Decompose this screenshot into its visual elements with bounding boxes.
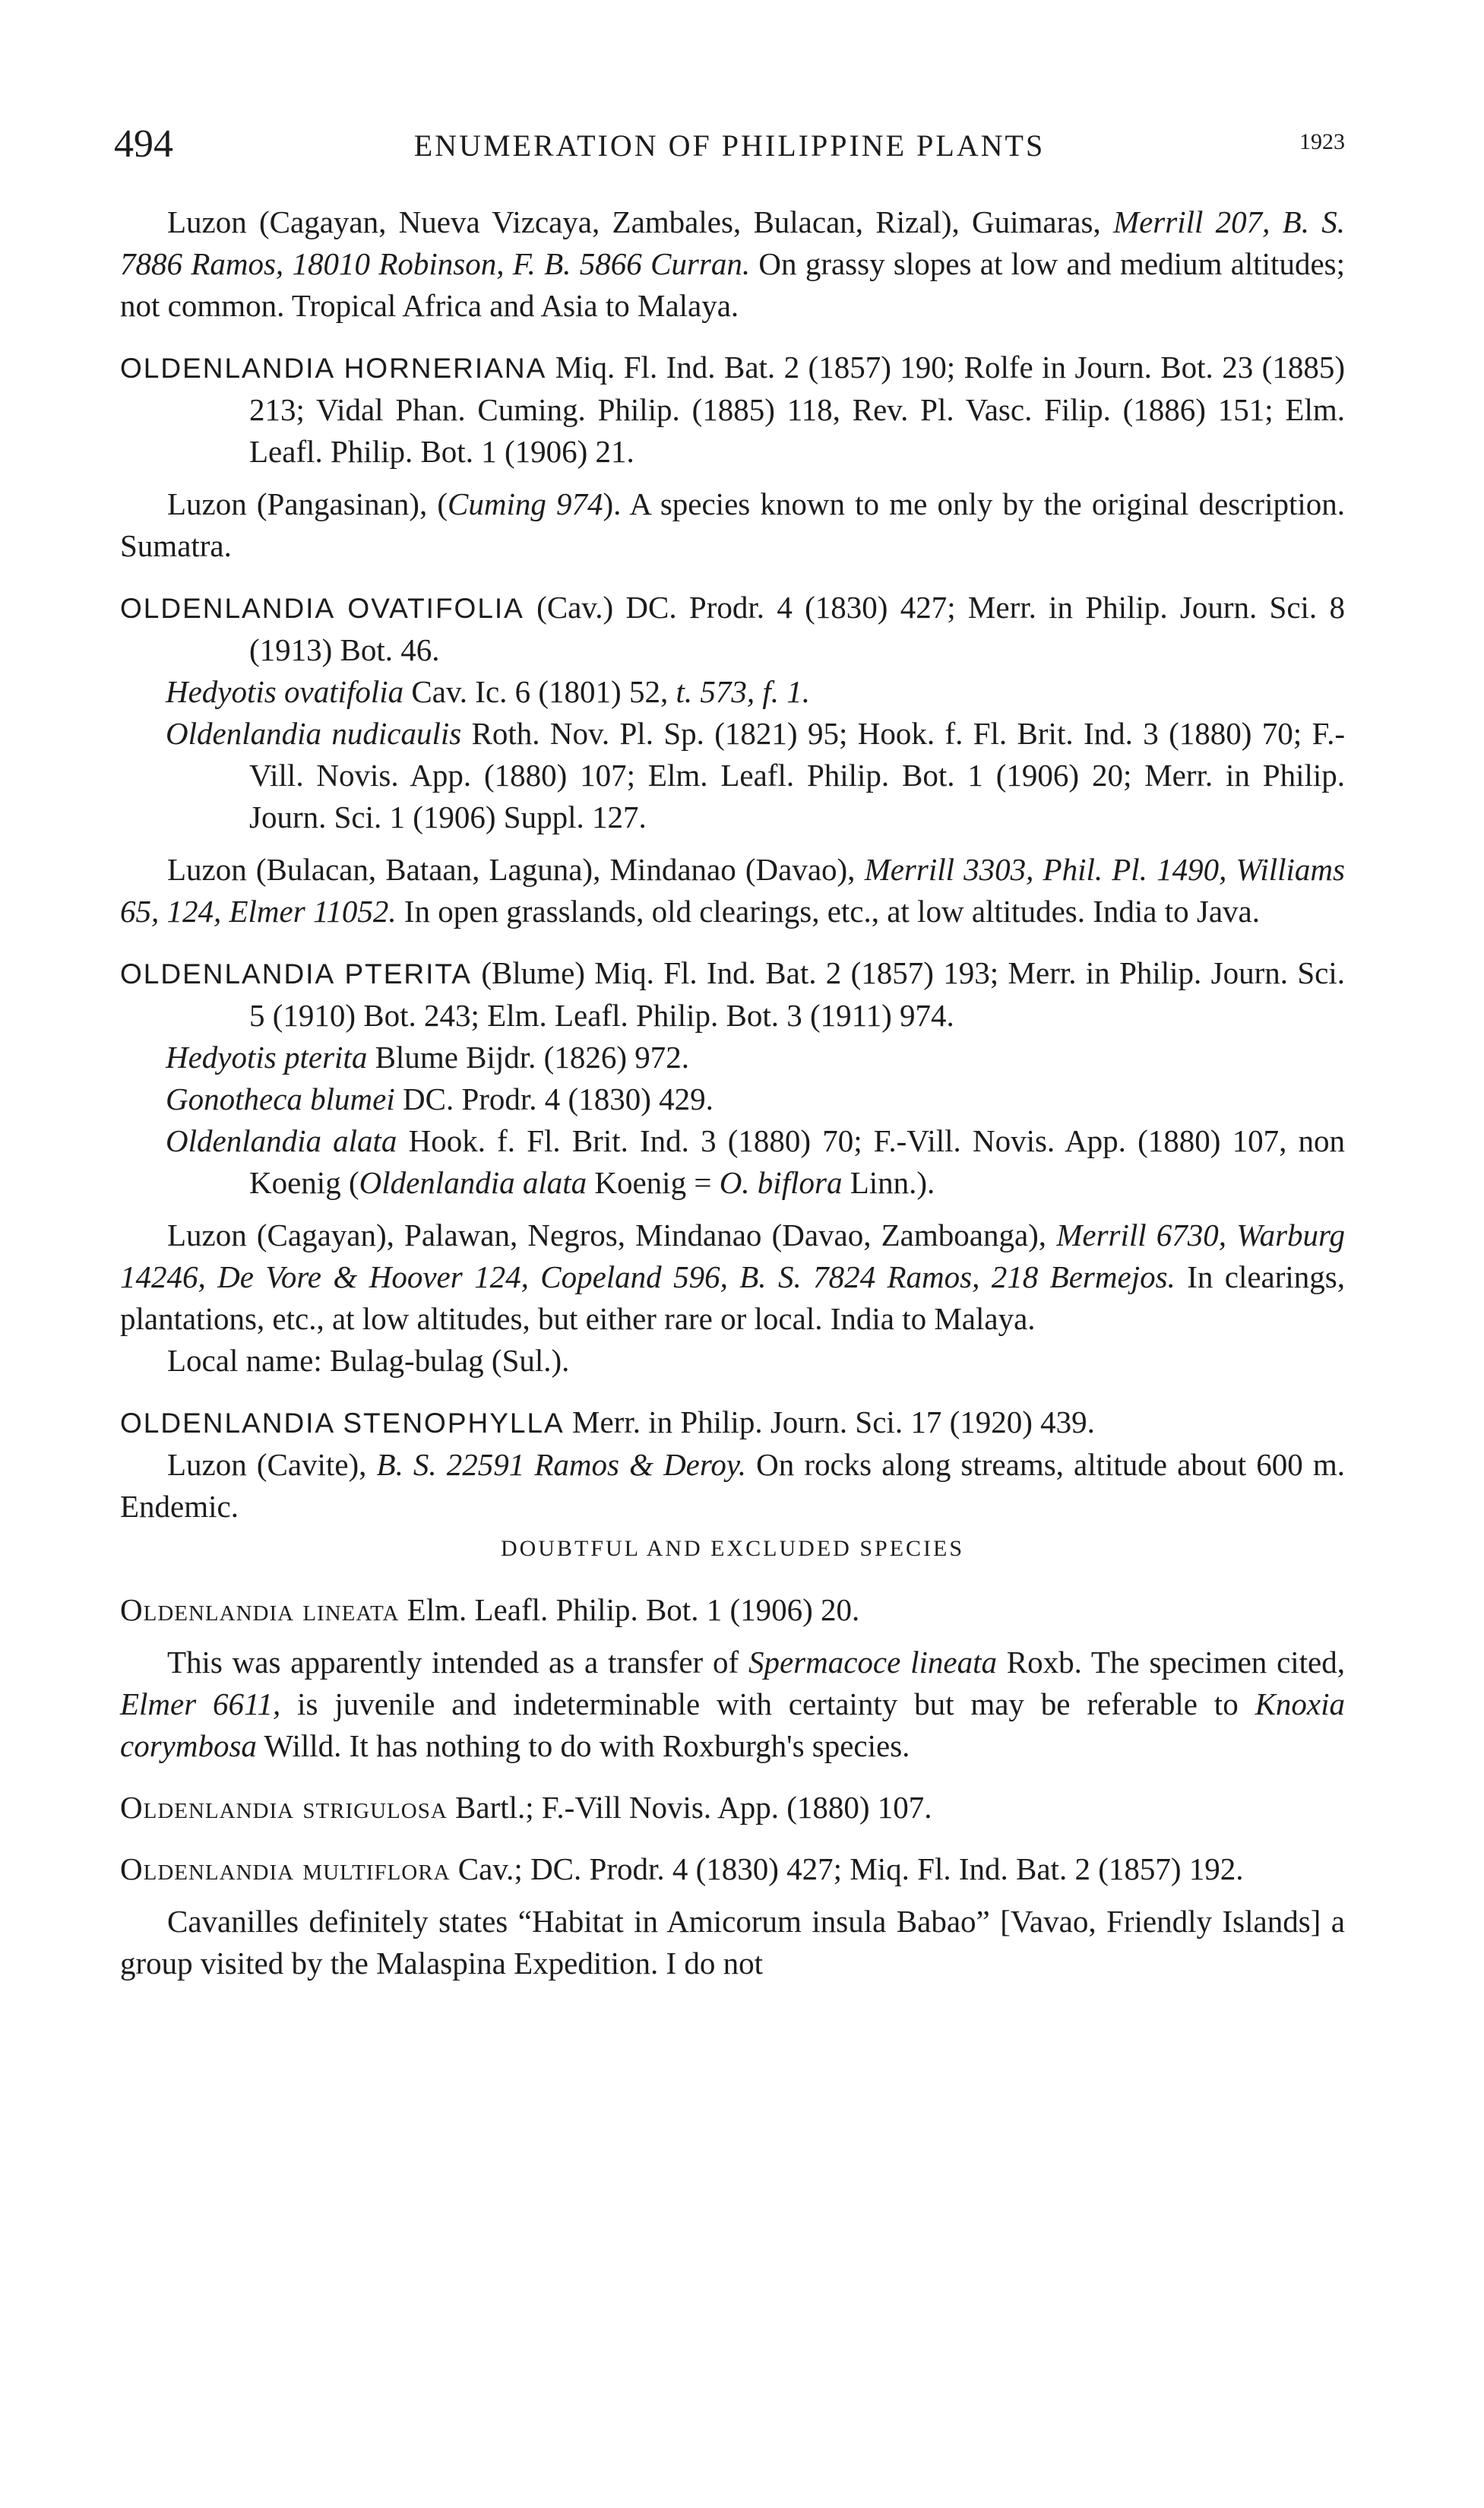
citation-text: Linn.).	[842, 1165, 935, 1200]
text-span: In open grasslands, old clearings, etc., at low altitudes. India to Java.	[396, 894, 1260, 929]
synonym-name: Hedyotis pterita	[166, 1040, 368, 1075]
synonym-name: Oldenlandia alata	[359, 1165, 587, 1200]
text-span: In clearings, plantations, etc., at low altitudes, but either rare or local. India to Malaya.	[120, 1259, 1346, 1336]
text-span: Willd. It has nothing to do with Roxburgh's species.	[256, 1728, 910, 1763]
citation-text: Roth. Nov. Pl. Sp. (1821) 95; Hook. f. Fl. Brit. Ind. 3 (1880) 70; F.-Vill. Novis. App. (1880) 107; Elm. Leafl. Philip. Bot. 1 (1906) 20; Merr. in Philip. Journ. Sci. 1 (1906) Suppl. 127.	[249, 716, 1345, 834]
text-span: is juvenile and indeterminable with certainty but may be referable to	[280, 1686, 1255, 1721]
text-span: Roxb. The specimen cited,	[996, 1645, 1346, 1680]
text-span: Luzon (Pangasinan), (	[167, 486, 448, 521]
citation-text: Elm. Leafl. Philip. Bot. 1 (1906) 20.	[399, 1592, 860, 1627]
text-span: This was apparently intended as a transfer of	[167, 1645, 748, 1680]
text-span: On rocks along streams, altitude about 600 m. Endemic.	[120, 1447, 1346, 1524]
citation-text: Cav.; DC. Prodr. 4 (1830) 427; Miq. Fl. Ind. Bat. 2 (1857) 192.	[450, 1851, 1244, 1886]
text-span: Luzon (Cagayan, Nueva Vizcaya, Zambales, Bulacan, Rizal), Guimaras,	[167, 204, 1113, 239]
species-reference: Knoxia corymbosa	[120, 1686, 1345, 1763]
species-name: Oldenlandia lineata	[120, 1592, 400, 1627]
synonym-name: Hedyotis ovatifolia	[166, 674, 404, 709]
citation-text: Cav. Ic. 6 (1801) 52,	[403, 674, 676, 709]
species-name: OLDENLANDIA STENOPHYLLA	[120, 1408, 565, 1439]
citation-text: Koenig =	[587, 1165, 720, 1200]
citation-text: Hook. f. Fl. Brit. Ind. 3 (1880) 70; F.-Vill. Novis. App. (1880) 107, non Koenig (	[249, 1123, 1345, 1200]
synonym-oldenlandia-nudicaulis	[120, 713, 1345, 838]
species-entry-multiflora	[120, 1848, 1345, 1890]
paragraph-guimaras	[120, 201, 1345, 327]
specimen-citations: Merrill 207, B. S. 7886 Ramos, 18010 Robinson, F. B. 5866 Curran.	[120, 204, 1345, 281]
species-entry-pterita	[120, 952, 1345, 1037]
species-name: OLDENLANDIA HORNERIANA	[120, 353, 547, 384]
synonym-oldenlandia-alata	[120, 1120, 1345, 1204]
text-span: On grassy slopes at low and medium altitudes; not common. Tropical Africa and Asia to Malaya.	[120, 246, 1345, 323]
page-body	[120, 201, 1345, 1984]
citation-text: Bartl.; F.-Vill Novis. App. (1880) 107.	[447, 1790, 932, 1825]
header-year: 1923	[1299, 129, 1345, 154]
specimen-citations: B. S. 22591 Ramos & Deroy.	[376, 1447, 747, 1482]
text-span: Luzon (Bulacan, Bataan, Laguna), Mindanao (Davao),	[167, 852, 865, 887]
synonym-name: Oldenlandia alata	[166, 1123, 397, 1158]
synonym-name: Gonotheca blumei	[166, 1081, 395, 1116]
species-name: Oldenlandia strigulosa	[120, 1790, 448, 1825]
page-header	[114, 122, 1345, 175]
running-title: ENUMERATION OF PHILIPPINE PLANTS	[413, 128, 1046, 163]
paragraph-horneriana	[120, 483, 1345, 567]
citation-text: (Blume) Miq. Fl. Ind. Bat. 2 (1857) 193; Merr. in Philip. Journ. Sci. 5 (1910) Bot. 243; Elm. Leafl. Philip. Bot. 3 (1911) 974.	[249, 955, 1345, 1033]
text-span: Luzon (Cagayan), Palawan, Negros, Mindanao (Davao, Zamboanga),	[167, 1218, 1057, 1252]
specimen-citations: Merrill 3303, Phil. Pl. 1490, Williams 65, 124, Elmer 11052.	[120, 852, 1345, 929]
synonym-name: O. biflora	[719, 1165, 843, 1200]
species-name: OLDENLANDIA OVATIFOLIA	[120, 593, 524, 624]
species-reference: Spermacoce lineata	[748, 1645, 997, 1680]
synonym-name: Oldenlandia nudicaulis	[166, 716, 462, 751]
citation-text: Miq. Fl. Ind. Bat. 2 (1857) 190; Rolfe in Journ. Bot. 23 (1885) 213; Vidal Phan. Cuming. Philip. (1885) 118, Rev. Pl. Vasc. Filip. (1886) 151; Elm. Leafl. Philip. Bot. 1 (1906) 21.	[249, 350, 1345, 469]
synonym-hedyotis-ovatifolia	[120, 671, 1345, 713]
local-name: Local name: Bulag-bulag (Sul.).	[167, 1343, 570, 1378]
species-entry-horneriana	[120, 347, 1345, 473]
species-entry-stenophylla	[120, 1401, 1345, 1444]
species-entry-lineata	[120, 1589, 1345, 1631]
synonym-gonotheca-blumei	[120, 1078, 1345, 1120]
species-name: Oldenlandia multiflora	[120, 1851, 451, 1886]
plate-reference: t. 573, f. 1.	[676, 674, 810, 709]
paragraph-stenophylla	[120, 1444, 1345, 1528]
paragraph-multiflora: Cavanilles definitely states “Habitat in Amicorum insula Babao” [Vavao, Friendly Islands] a group visited by the Malaspina Expedition. I do not	[120, 1904, 1345, 1981]
species-entry-ovatifolia	[120, 587, 1345, 671]
citation-text: DC. Prodr. 4 (1830) 429.	[394, 1081, 714, 1116]
specimen-citations: Merrill 6730, Warburg 14246, De Vore & Hoover 124, Copeland 596, B. S. 7824 Ramos, 218 Bermejos.	[120, 1218, 1345, 1294]
citation-text: Blume Bijdr. (1826) 972.	[367, 1040, 689, 1075]
paragraph-ovatifolia	[120, 849, 1345, 933]
specimen-citations: Elmer 6611,	[120, 1686, 281, 1721]
section-heading: DOUBTFUL AND EXCLUDED SPECIES	[500, 1536, 965, 1561]
specimen-citations: Cuming 974	[448, 486, 603, 521]
text-span: ). A species known to me only by the original description. Sumatra.	[120, 486, 1345, 563]
species-entry-strigulosa	[120, 1787, 1345, 1829]
citation-text: Merr. in Philip. Journ. Sci. 17 (1920) 439.	[564, 1404, 1095, 1439]
text-span: Luzon (Cavite),	[167, 1447, 377, 1482]
paragraph-pterita	[120, 1214, 1345, 1340]
paragraph-lineata	[120, 1642, 1345, 1767]
synonym-hedyotis-pterita	[120, 1037, 1345, 1078]
page-number: 494	[114, 122, 173, 166]
citation-text: (Cav.) DC. Prodr. 4 (1830) 427; Merr. in Philip. Journ. Sci. 8 (1913) Bot. 46.	[249, 590, 1345, 667]
species-name: OLDENLANDIA PTERITA	[120, 958, 472, 990]
